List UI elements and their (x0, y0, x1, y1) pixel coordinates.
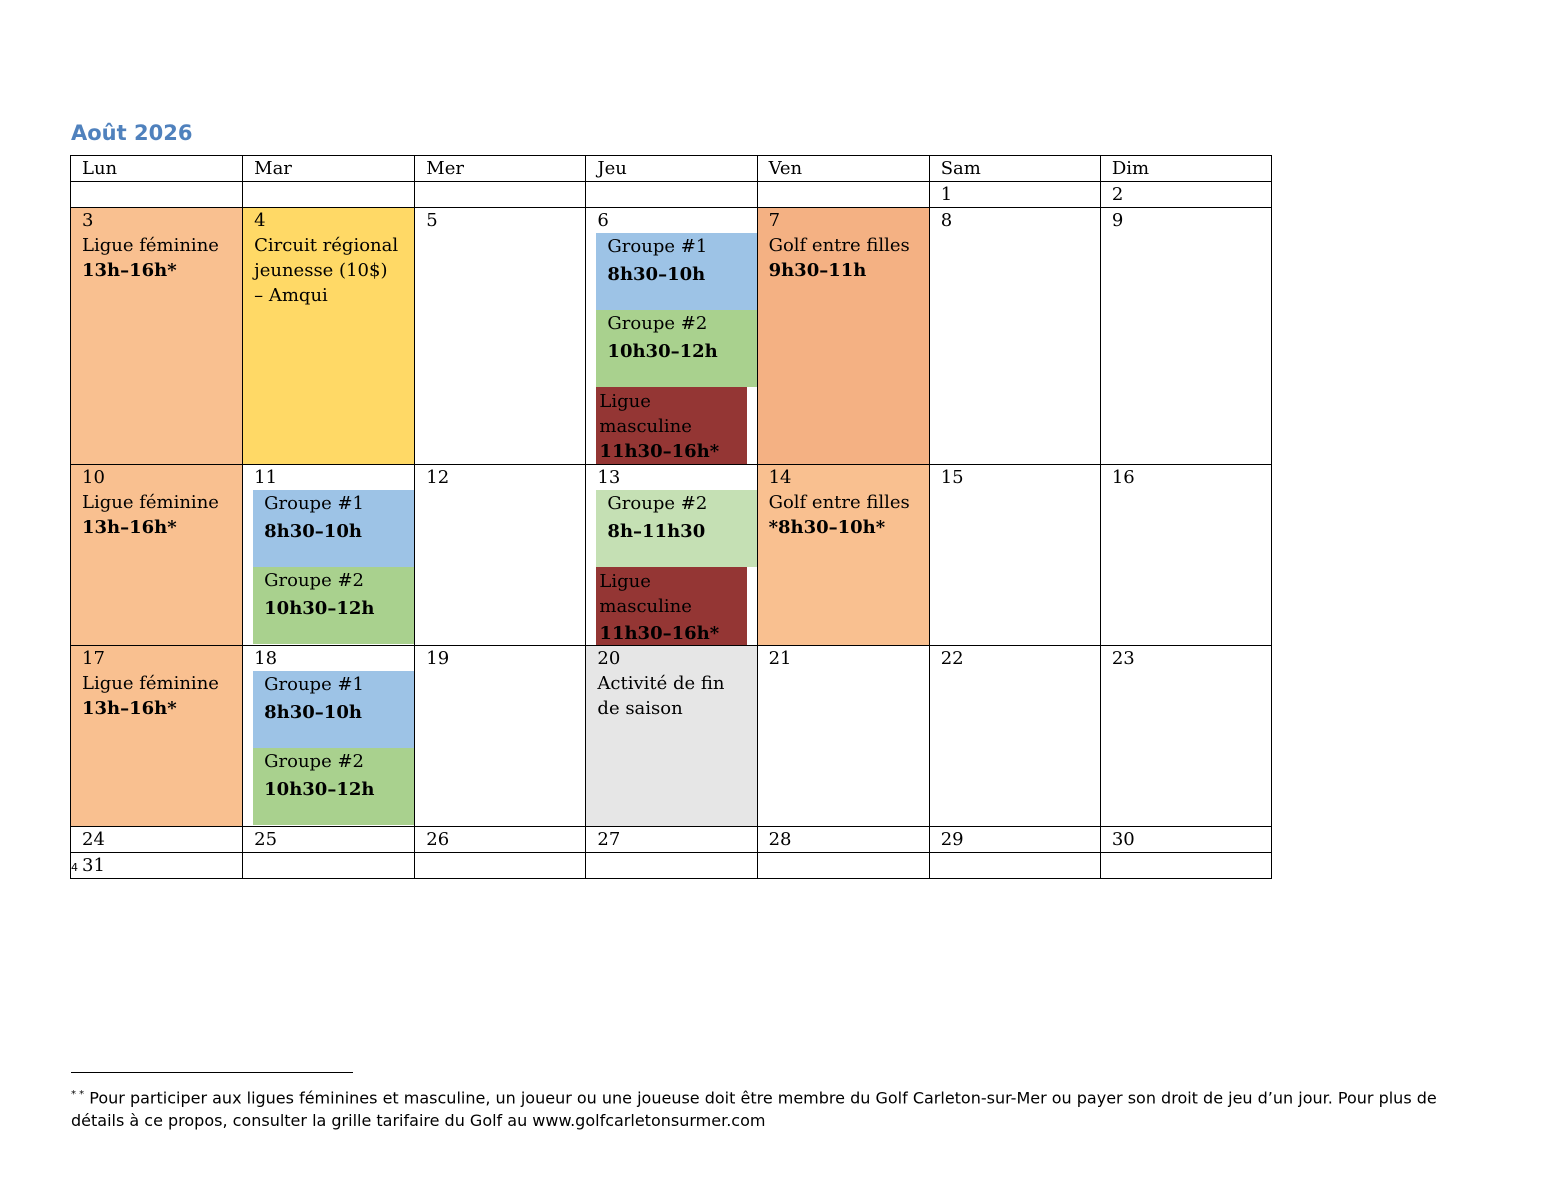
day-cell-19: 19 (415, 646, 586, 827)
event-groupe-2: Groupe #2 10h30–12h (596, 310, 757, 387)
week-row-2 (71, 465, 1272, 646)
day-cell (929, 853, 1100, 879)
week-row-3 (71, 646, 1272, 827)
weekday-lun: Lun (71, 156, 243, 182)
day-cell (1100, 853, 1271, 879)
day-cell-10: 10 Ligue féminine 13h–16h* (71, 465, 243, 646)
weekday-ven: Ven (757, 156, 929, 182)
day-cell-12: 12 (415, 465, 586, 646)
event-ligue-masculine: Ligue masculine 11h30–16h* (596, 567, 747, 645)
event-ligue-feminine: Ligue féminine (82, 235, 219, 256)
event-time: 9h30–11h (768, 260, 867, 281)
event-activite-fin-saison: Activité de fin (597, 673, 725, 694)
event-groupe-1: Groupe #1 8h30–10h (596, 233, 757, 310)
day-cell-21: 21 (757, 646, 929, 827)
day-cell-18: 18 Groupe #1 8h30–10h Groupe #2 10h30–12h (243, 646, 415, 827)
week-row-0 (71, 182, 1272, 208)
event-circuit-regional-line2: jeunesse (10$) (254, 260, 388, 281)
day-cell-3: 3 Ligue féminine 13h–16h* (71, 208, 243, 465)
day-cell-7: 7 Golf entre filles 9h30–11h (757, 208, 929, 465)
calendar-table (70, 155, 1272, 879)
day-cell-23: 23 (1100, 646, 1271, 827)
weekday-header-row (71, 156, 1272, 182)
event-groupe-2: Groupe #2 10h30–12h (253, 748, 414, 825)
footnote-text: Pour participer aux ligues féminines et masculine, un joueur ou une joueuse doit être membre du Golf Carleton-sur-Mer ou payer son droit de jeu d’un jour. Pour plus de détails à ce propos, consulter la grille tarifaire du Golf au www.golfcarletonsurmer.com (71, 1088, 1437, 1131)
day-cell-9: 9 (1100, 208, 1271, 465)
day-cell (243, 182, 415, 208)
day-cell-25: 25 (243, 827, 415, 853)
footnote-divider (71, 1072, 353, 1073)
weekday-mer: Mer (415, 156, 586, 182)
day-cell-13: 13 Groupe #2 8h–11h30 Ligue masculine 11h30–16h* (586, 465, 757, 646)
day-cell-15: 15 (929, 465, 1100, 646)
event-groupe-2: Groupe #2 8h–11h30 (596, 490, 757, 567)
day-cell-22: 22 (929, 646, 1100, 827)
event-time: 13h–16h* (82, 260, 177, 281)
week-row-5 (71, 853, 1272, 879)
day-cell (586, 182, 757, 208)
day-cell-8: 8 (929, 208, 1100, 465)
week-row-4 (71, 827, 1272, 853)
event-golf-entre-filles: Golf entre filles (768, 492, 910, 513)
event-groupe-1: Groupe #1 8h30–10h (253, 490, 414, 567)
weekday-mar: Mar (243, 156, 415, 182)
event-circuit-regional-line3: – Amqui (254, 285, 328, 306)
day-cell-6: 6 Groupe #1 8h30–10h Groupe #2 10h30–12h Ligue masculine 11h30–16h* (586, 208, 757, 465)
event-ligue-masculine: Ligue masculine 11h30–16h* (596, 387, 747, 464)
day-cell-20: 20 Activité de fin de saison (586, 646, 757, 827)
day-cell-11: 11 Groupe #1 8h30–10h Groupe #2 10h30–12h (243, 465, 415, 646)
page-number: 4 (71, 861, 78, 874)
day-cell-27: 27 (586, 827, 757, 853)
day-cell (71, 182, 243, 208)
event-time: *8h30–10h* (768, 517, 886, 538)
day-cell-4: 4 Circuit régional jeunesse (10$) – Amqui (243, 208, 415, 465)
weekday-dim: Dim (1100, 156, 1271, 182)
day-cell-30: 30 (1100, 827, 1271, 853)
event-groupe-2: Groupe #2 10h30–12h (253, 567, 414, 644)
page-title: Août 2026 (71, 121, 193, 145)
day-cell-28: 28 (757, 827, 929, 853)
day-cell-26: 26 (415, 827, 586, 853)
day-cell-14: 14 Golf entre filles *8h30–10h* (757, 465, 929, 646)
event-ligue-feminine: Ligue féminine (82, 492, 219, 513)
event-circuit-regional: Circuit régional (254, 235, 399, 256)
day-cell-31: 31 (71, 853, 243, 879)
day-cell-29: 29 (929, 827, 1100, 853)
event-ligue-feminine: Ligue féminine (82, 673, 219, 694)
day-cell (415, 182, 586, 208)
day-cell-5: 5 (415, 208, 586, 465)
day-cell-1: 1 (929, 182, 1100, 208)
event-time: 13h–16h* (82, 517, 177, 538)
day-cell-2: 2 (1100, 182, 1271, 208)
day-cell (243, 853, 415, 879)
day-cell-24: 24 (71, 827, 243, 853)
event-golf-entre-filles: Golf entre filles (768, 235, 910, 256)
footnote (71, 1083, 1481, 1132)
event-groupe-1: Groupe #1 8h30–10h (253, 671, 414, 748)
day-cell (586, 853, 757, 879)
day-cell (757, 182, 929, 208)
day-cell (757, 853, 929, 879)
event-activite-fin-saison-line2: de saison (597, 698, 683, 719)
day-cell-17: 17 Ligue féminine 13h–16h* (71, 646, 243, 827)
day-cell (415, 853, 586, 879)
footnote-mark: * * (71, 1089, 85, 1100)
event-time: 13h–16h* (82, 698, 177, 719)
weekday-sam: Sam (929, 156, 1100, 182)
weekday-jeu: Jeu (586, 156, 757, 182)
day-cell-16: 16 (1100, 465, 1271, 646)
week-row-1 (71, 208, 1272, 465)
